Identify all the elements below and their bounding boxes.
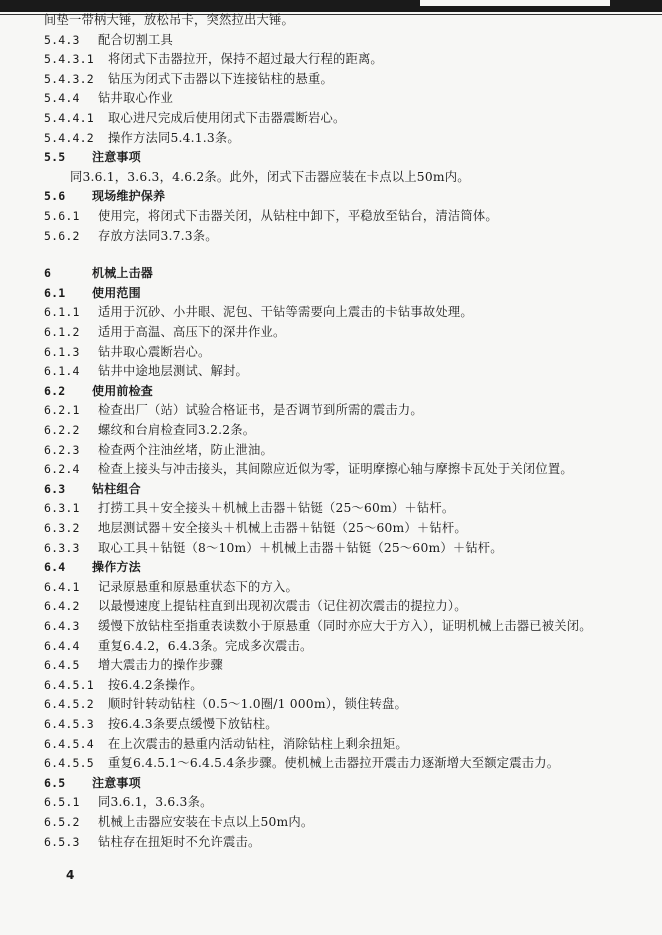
section-heading xyxy=(44,147,141,167)
clause-number: 6.2.3 xyxy=(44,442,80,457)
section-heading xyxy=(44,773,141,793)
clause-text: 钻压为闭式下击器以下连接钻柱的悬重。 xyxy=(108,71,333,86)
clause-text: 按6.4.3条要点缓慢下放钻柱。 xyxy=(108,717,278,731)
clause-text: 操作方法同5.4.1.3条。 xyxy=(108,130,240,145)
clause-text: 取心工具＋钻铤（8～10m）＋机械上击器＋钻铤（25～60m）＋钻杆。 xyxy=(98,540,503,555)
document-line xyxy=(44,30,173,50)
clause-text: 存放方法同3.7.3条。 xyxy=(98,228,218,243)
clause-text: 现场维护保养 xyxy=(92,189,166,204)
clause-number: 6 xyxy=(44,266,52,281)
document-line xyxy=(44,342,210,362)
clause-text: 同3.6.1，3.6.3条。 xyxy=(98,795,213,810)
clause-number: 6.3 xyxy=(44,481,66,496)
document-line xyxy=(70,167,470,187)
clause-number: 6.2 xyxy=(44,383,66,398)
clause-number: 6.3.1 xyxy=(44,501,80,516)
clause-number: 6.4.2 xyxy=(44,599,80,614)
document-line xyxy=(44,734,408,754)
clause-text: 同3.6.1，3.6.3，4.6.2条。此外，闭式下击器应装在卡点以上50m内。 xyxy=(70,169,470,184)
clause-number: 6.4.5.3 xyxy=(44,717,94,731)
clause-number: 5.6.1 xyxy=(44,209,80,223)
clause-number: 6.2.2 xyxy=(44,423,80,437)
document-line xyxy=(44,694,407,714)
clause-number: 5.4.3 xyxy=(44,32,80,47)
document-line xyxy=(44,10,294,30)
section-heading xyxy=(44,263,153,283)
document-line xyxy=(44,420,255,440)
document-line xyxy=(44,206,498,226)
clause-number: 6.5 xyxy=(44,775,66,790)
clause-number: 6.5.2 xyxy=(44,815,80,829)
clause-text: 适用于高温、高压下的深井作业。 xyxy=(98,325,286,339)
document-line xyxy=(44,655,223,675)
document-line xyxy=(44,636,313,656)
clause-number: 6.1 xyxy=(44,285,66,300)
clause-text: 钻井中途地层测试、解封。 xyxy=(98,364,248,379)
clause-text: 使用前检查 xyxy=(92,383,154,398)
page-number: 4 xyxy=(66,868,75,882)
clause-text: 检查出厂（站）试验合格证书，是否调节到所需的震击力。 xyxy=(98,403,423,418)
clause-number: 6.4.1 xyxy=(44,579,80,594)
section-heading xyxy=(44,557,141,577)
clause-text: 增大震击力的操作步骤 xyxy=(98,658,223,673)
clause-text: 注意事项 xyxy=(92,150,141,165)
clause-number: 6.4.5.2 xyxy=(44,697,94,712)
clause-text: 注意事项 xyxy=(92,775,141,790)
clause-text: 重复6.4.5.1～6.4.5.4条步骤。使机械上击器拉开震击力逐渐增大至额定震击力。 xyxy=(108,756,560,771)
clause-number: 6.4.5.5 xyxy=(44,756,94,771)
clause-text: 打捞工具＋安全接头＋机械上击器＋钻铤（25～60m）＋钻杆。 xyxy=(98,501,455,516)
document-line xyxy=(44,440,273,460)
clause-text: 顺时针转动钻柱（0.5～1.0圈/1 000m），锁住转盘。 xyxy=(108,697,408,712)
clause-text: 操作方法 xyxy=(92,560,141,575)
document-line xyxy=(44,675,203,695)
clause-text: 取心进尺完成后使用闭式下击器震断岩心。 xyxy=(108,111,346,125)
document-line xyxy=(44,577,298,597)
clause-number: 6.4.4 xyxy=(44,638,80,653)
clause-text: 将闭式下击器拉开，保持不超过最大行程的距离。 xyxy=(108,52,383,67)
document-line xyxy=(44,69,333,89)
clause-number: 6.5.3 xyxy=(44,834,80,849)
clause-text: 使用范围 xyxy=(92,285,141,300)
document-line xyxy=(44,714,278,734)
document-line xyxy=(44,596,467,616)
document-line xyxy=(44,616,592,636)
clause-text: 检查上接头与冲击接头，其间隙应近似为零，证明摩擦心轴与摩擦卡瓦处于关闭位置。 xyxy=(98,462,573,477)
section-heading xyxy=(44,479,141,499)
clause-text: 地层测试器＋安全接头＋机械上击器＋钻铤（25～60m）＋钻杆。 xyxy=(98,521,467,535)
clause-text: 按6.4.2条操作。 xyxy=(108,677,203,692)
clause-text: 螺纹和台肩检查同3.2.2条。 xyxy=(98,423,256,437)
section-heading xyxy=(44,283,141,303)
document-line xyxy=(44,49,383,69)
document-line xyxy=(44,88,173,108)
clause-number: 6.2.1 xyxy=(44,403,80,418)
clause-number: 5.4.3.1 xyxy=(44,52,94,67)
clause-text: 在上次震击的悬重内活动钻柱，消除钻柱上剩余扭矩。 xyxy=(108,736,408,751)
clause-number: 6.1.2 xyxy=(44,325,80,339)
document-line xyxy=(44,400,423,420)
document-line xyxy=(44,128,240,148)
clause-number: 6.4 xyxy=(44,560,66,575)
document-line xyxy=(44,226,218,246)
clause-number: 5.6.2 xyxy=(44,228,80,243)
section-heading xyxy=(44,186,165,206)
clause-number: 6.1.1 xyxy=(44,305,80,320)
document-line xyxy=(44,108,345,128)
clause-text: 缓慢下放钻柱至指重表读数小于原悬重（同时亦应大于方入），证明机械上击器已被关闭。 xyxy=(98,619,592,633)
clause-text: 机械上击器 xyxy=(92,266,154,281)
clause-number: 6.4.5 xyxy=(44,658,80,673)
clause-text: 配合切割工具 xyxy=(98,32,173,47)
document-line xyxy=(44,812,313,832)
clause-number: 6.4.5.1 xyxy=(44,677,94,692)
clause-text: 使用完，将闭式下击器关闭，从钻柱中卸下，平稳放至钻台，清洁筒体。 xyxy=(98,209,498,223)
document-line xyxy=(44,518,467,538)
clause-number: 6.3.3 xyxy=(44,540,80,555)
document-line xyxy=(44,832,260,852)
clause-number: 5.5 xyxy=(44,150,66,165)
clause-number: 6.1.4 xyxy=(44,364,80,379)
document-line xyxy=(44,361,248,381)
document-line xyxy=(44,322,285,342)
clause-text: 间垫一带柄大锤，放松吊卡，突然拉出大锤。 xyxy=(44,13,294,27)
document-line xyxy=(44,792,213,812)
clause-text: 检查两个注油丝堵，防止泄油。 xyxy=(98,442,273,457)
document-line xyxy=(44,459,573,479)
clause-text: 钻井取心作业 xyxy=(98,91,173,106)
clause-text: 适用于沉砂、小井眼、泥包、干钻等需要向上震击的卡钻事故处理。 xyxy=(98,305,473,320)
clause-text: 钻柱组合 xyxy=(92,481,141,496)
document-line xyxy=(44,753,559,773)
section-heading xyxy=(44,381,153,401)
clause-text: 钻柱存在扭矩时不允许震击。 xyxy=(98,834,261,849)
clause-number: 6.1.3 xyxy=(44,344,80,359)
clause-number: 6.4.3 xyxy=(44,619,80,633)
clause-number: 5.4.4.2 xyxy=(44,130,94,145)
clause-number: 5.4.3.2 xyxy=(44,71,94,86)
clause-text: 重复6.4.2，6.4.3条。完成多次震击。 xyxy=(98,638,313,653)
clause-number: 6.4.5.4 xyxy=(44,736,94,751)
clause-text: 以最慢速度上提钻柱直到出现初次震击（记住初次震击的提拉力）。 xyxy=(98,599,467,614)
clause-text: 钻井取心震断岩心。 xyxy=(98,344,211,359)
document-line xyxy=(44,538,503,558)
document-line xyxy=(44,498,454,518)
clause-number: 6.5.1 xyxy=(44,795,80,810)
clause-text: 记录原悬重和原悬重状态下的方入。 xyxy=(98,579,298,594)
clause-number: 5.4.4 xyxy=(44,91,80,106)
document-line xyxy=(44,302,473,322)
clause-number: 6.3.2 xyxy=(44,521,80,535)
clause-number: 5.4.4.1 xyxy=(44,111,94,125)
clause-text: 机械上击器应安装在卡点以上50m内。 xyxy=(98,815,314,829)
clause-number: 5.6 xyxy=(44,189,66,204)
clause-number: 6.2.4 xyxy=(44,462,80,477)
